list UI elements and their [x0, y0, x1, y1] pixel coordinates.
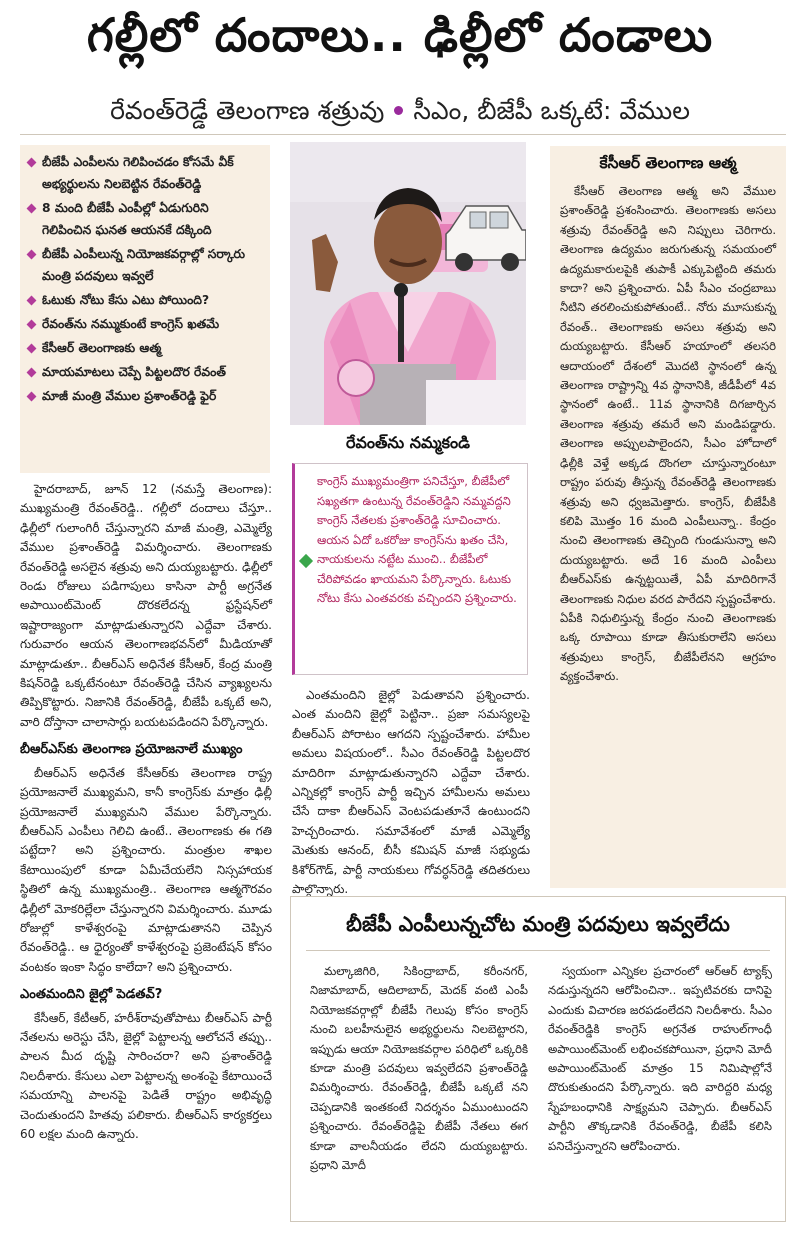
bottom-column-1: మల్కాజిగిరి, సికింద్రాబాద్, కరీంనగర్, నిజామాబాద్, ఆదిలాబాద్, మెదక్ వంటి ఎంపీ నియోజకవర్గాల్లో బీజేపీ గెలుపు కోసం కాంగ్రెస్ నుంచి బలహీనులైన అభ్యర్థులను నిలబెట్టారని, ఇప్పుడు ఆయా నియోజకవర్గాల పరిధిలో ఒక్కరికి కూడా మంత్రి పదవులు ఇవ్వలేదని ప్రశాంత్‌రెడ్డి విమర్శించారు. రేవంత్‌రెడ్డి, బీజేపీ ఒక్కటే నని చెప్పడానికి ఇంతకంటే నిదర్శనం ఏముంటుందని ప్రశ్నించారు. రేవంత్‌రెడ్డిపై బీజేపీ నేతలు ఈగ కూడా వాలనీయడం లేదని దుయ్యబట్టారు. ప్రధాని మోదీ [310, 964, 528, 1173]
subheadline [0, 96, 800, 132]
sidebar-title: కేసీఆర్ తెలంగాణ ఆత్మ [599, 154, 737, 172]
sidebar-box [550, 146, 786, 888]
bullet-dot-icon [394, 106, 403, 115]
article-paragraph: హైదరాబాద్, జూన్ 12 (నమస్తే తెలంగాణ): ముఖ్యమంత్రి రేవంత్‌రెడ్డి.. గల్లీలో దందాలు చేస్తూ.. ఢిల్లీలో గులాంగిరీ చేస్తున్నారని మాజీ మంత్రి, ఎమ్మెల్యే వేముల ప్రశాంత్‌రెడ్డి విమర్శించారు. తెలంగాణకు రేవంత్‌రెడ్డి అసలైన శత్రువు అని దుయ్యబట్టారు. ఢిల్లీలో రెండు రోజులు పడిగాపులు కాసినా పార్టీ అగ్రనేత అపాయింట్‌మెంట్ దొరకలేదన్న ఫ్రస్టేషన్‌లో ఇష్టారాజ్యంగా మాట్లాడుతున్నారని ఎద్దేవా చేశారు. గురువారం ఆయన తెలంగాణభవన్‌లో మీడియాతో మాట్లాడుతూ.. బీఆర్‌ఎస్ అధినేత కేసీఆర్, కేంద్ర మంత్రి కిషన్‌రెడ్డి ఒక్కటేనంటూ రేవంత్‌రెడ్డి చేసిన వ్యాఖ్యలను తిప్పికొట్టారు. నిజానికి రేవంత్‌రెడ్డి, బీజేపీ ఒక్కటే అని, వారి దోస్తానా చాలాసార్లు బయటపడిందని పేర్కొన్నారు. [20, 482, 272, 729]
diamond-bullet-icon [27, 296, 37, 306]
diamond-bullet-icon [27, 392, 37, 402]
article-paragraph: కేసీఆర్, కేటీఆర్, హరీశ్‌రావుతోపాటు బీఆర్‌ఎస్ పార్టీ నేతలను అరెస్టు చేసి, జైల్లో పెట్టాలన్న ఆలోచనే తప్పు.. పాలన మీద దృష్టి సారించరా? అని ప్రశాంత్‌రెడ్డి నిలదీశారు. కేసులు ఎలా పెట్టాలన్న అంశంపై కేటాయించే సమయాన్ని పాలనపై పెడితే రాష్ట్రం అభివృద్ధి చెందుతుందని హితవు పలికారు. బీఆర్‌ఎస్ కార్యకర్తలు 60 లక్షల మంది ఉన్నారు. [20, 1010, 272, 1141]
section-heading: ఎంతమందిని జైల్లో పెడతవ్? [20, 987, 163, 1003]
sidebar-body: కేసీఆర్ తెలంగాణ ఆత్మ అని వేముల ప్రశాంత్‌రెడ్డి ప్రశంసించారు. తెలంగాణకు అసలు శత్రువు రేవంత్‌రెడ్డి అని నిప్పులు చెరిగారు. తెలంగాణ ఉద్యమం జరుగుతున్న సమయంలో ఉద్యమకారులపైకి తుపాకీ ఎక్కుపెట్టింది తమరు కాదా? అని ప్రశ్నించారు. ఏపీ సీఎం చంద్రబాబు నీటిని తరలించుకుపోతుంటే.. నోరు మూసుకున్న రేవంత్.. తెలంగాణకు అసలు శత్రువు అని దుయ్యబట్టారు. కేసీఆర్ హయాంలో తలసరి ఆదాయంలో దేశంలో మొదటి స్థానంలో ఉన్న తెలంగాణ రాష్ట్రాన్ని 4వ స్థానానికి, జీడీపీలో 4వ స్థానంలో ఉంటే.. 11వ స్థానానికి దిగజార్చిన తెలంగాణ శత్రువు తమరే అని మండిపడ్డారు. తెలంగాణ అప్పులపాలైందని, సీఎం హోదాలో ఢిల్లీకి వెళ్తే అక్కడ దొంగలా చూస్తున్నారంటూ రాష్ట్రం పరువు తీస్తున్న రేవంత్‌రెడ్డి తెలంగాణకు శత్రువు అని ధ్వజమెత్తారు. కాంగ్రెస్, బీజేపీకి కలిపి మొత్తం 16 మంది ఎంపీలున్నా.. కేంద్రం నుంచి తెలంగాణకు తెచ్చింది గుండుసున్నా అని దుయ్యబట్టారు. అదే 16 మంది ఎంపీలు బీఆర్‌ఎస్‌కు ఉన్నట్టయితే, ఏపీ మాదిరిగానే తెలంగాణకు నిధుల వరద పారేదని స్పష్టంచేశారు. ఏపీకి నిధులిస్తున్న కేంద్రం నుంచి తెలంగాణకు ఒక్క రూపాయి కూడా తీసుకురాలేని అసలు శత్రువులు కాంగ్రెస్, బీజేపీలేనని ఆగ్రహం వ్యక్తంచేశారు. [560, 184, 776, 684]
article-paragraph: బీఆర్‌ఎస్ అధినేత కేసీఆర్‌కు తెలంగాణ రాష్ట్ర ప్రయోజనాలే ముఖ్యమని, కానీ కాంగ్రెస్‌కు మాత్రం ఢిల్లీ ప్రయోజనాలే ముఖ్యమని వేముల పేర్కొన్నారు. బీఆర్‌ఎస్ ఎంపీలు గెలిచి ఉంటే.. తెలంగాణకు ఈ గతి పట్టేదా? అని ప్రశ్నించారు. మంత్రుల శాఖల కేటాయింపులో కూడా ఏమీచేయలేని నిస్సహాయక స్థితిలో ఉన్న ముఖ్యమంత్రి.. తెలంగాణ ఆత్మగౌరవం ఢిల్లీలో మోకరిల్లేలా చేస్తున్నారని విమర్శించారు. మూడు రోజుల్లో కాళేశ్వరంపై మాట్లాడుతానని చెప్పిన రేవంత్‌రెడ్డి.. ఆ ధైర్యంతో కాళేశ్వరంపై ప్రజెంటేషన్ కోసం వంటకం ఇంకా సిద్ధం కాలేదా? అని ప్రశ్నించారు. [20, 765, 272, 974]
divider [20, 134, 786, 135]
section-heading: బీఆర్‌ఎస్‌కు తెలంగాణ ప్రయోజనాలే ముఖ్యం [20, 742, 243, 758]
article-column-2 [292, 686, 530, 899]
headline: గల్లీలో దందాలు.. ఢిల్లీలో దండాలు [86, 8, 714, 62]
divider [306, 950, 770, 951]
pull-quote-text: కాంగ్రెస్ ముఖ్యమంత్రిగా పనిచేస్తూ, బీజేపీలో సఖ్యతగా ఉంటున్న రేవంత్‌రెడ్డిని నమ్మవద్దని కాంగ్రెస్ నేతలకు ప్రశాంత్‌రెడ్డి సూచించారు. ఆయన ఏదో ఒకరోజు కాంగ్రెస్‌ను ఖతం చేసి, నాయకులను నట్టేట ముంచి.. బీజేపీలో చేరిపోవడం ఖాయమని పేర్కొన్నారు. ఓటుకు నోటు కేసు ఎంతవరకు వచ్చిందని ప్రశ్నించారు. [317, 474, 517, 605]
diamond-bullet-icon [27, 344, 37, 354]
article-paragraph: ఎంతమందిని జైల్లో పెడుతావని ప్రశ్నించారు. ఎంత మందిని జైల్లో పెట్టినా.. ప్రజా సమస్యలపై బీఆర్‌ఎస్ పోరాటం ఆగదని స్పష్టంచేశారు. హామీల అమలు విషయంలో.. సీఎం రేవంత్‌రెడ్డి పిట్టలదొర మాదిరిగా మాట్లాడుతున్నారని ఎద్దేవా చేశారు. ఎన్నికల్లో కాంగ్రెస్ పార్టీ ఇచ్చిన హామీలను అమలు చేసే దాకా బీఆర్‌ఎస్ వెంటపడుతూనే ఉంటుందని హెచ్చరించారు. సమావేశంలో మాజీ ఎమ్మెల్యే మెతుకు ఆనంద్, బీసీ కమిషన్ మాజీ సభ్యుడు కిశోర్‌గౌడ్, పార్టీ నాయకులు గోవర్ధన్‌రెడ్డి తదితరులు పాల్గొన్నారు. [292, 688, 530, 897]
highlight-item: ఓటుకు నోటు కేసు ఎటు పోయింది? [28, 289, 262, 311]
diamond-bullet-icon [27, 320, 37, 330]
bottom-column-2: స్వయంగా ఎన్నికల ప్రచారంలో ఆర్‌ఆర్ ట్యాక్స్ నడుస్తున్నదని ఆరోపించినా.. ఇప్పటివరకు దానిపై ఎందుకు విచారణ జరపడంలేదని నిలదీశారు. సీఎం రేవంత్‌రెడ్డికి కాంగ్రెస్ అగ్రనేత రాహుల్‌గాంధీ అపాయింట్‌మెంట్ లభించకపోయినా, ప్రధాని మోదీ అపాయింట్‌మెంట్ మాత్రం 15 నిమిషాల్లోనే దొరుకుతుందని పేర్కొన్నారు. ఇది వారిద్దరి మధ్య స్నేహబంధానికి సాక్ష్యమని చెప్పారు. బీఆర్‌ఎస్ పార్టీని తొక్కడానికి రేవంత్‌రెడ్డి, బీజేపీ కలిసి పనిచేస్తున్నారని ఆరోపించారు. [548, 964, 772, 1153]
highlight-item: 8 మంది బీజేపీ ఎంపీల్లో ఏడుగురిని గెలిపించిన ఘనత ఆయనకే దక్కింది [28, 197, 262, 241]
highlight-item: మాయమాటలు చెప్పే పిట్టలదొర రేవంత్ [28, 361, 262, 383]
highlights-box [20, 145, 270, 473]
pull-quote [292, 463, 528, 675]
speaker-photo [290, 142, 526, 425]
article-column-1 [20, 480, 272, 1144]
highlight-item: బీజేపీ ఎంపీలను గెలిపించడం కోసమే వీక్ అభ్యర్థులను నిలబెట్టిన రేవంత్‌రెడ్డి [28, 151, 262, 195]
diamond-bullet-icon [27, 368, 37, 378]
diamond-bullet-icon [27, 250, 37, 260]
diamond-quote-icon [299, 554, 313, 568]
highlight-item: మాజీ మంత్రి వేముల ప్రశాంత్‌రెడ్డి ఫైర్ [28, 385, 262, 407]
photo-caption: రేవంత్‌ను నమ్మకండి [346, 433, 470, 452]
subhead-left: రేవంత్‌రెడ్డే తెలంగాణ శత్రువు [110, 96, 385, 125]
subhead-right: సీఎం, బీజేపీ ఒక్కటే: వేముల [413, 96, 690, 125]
highlight-item: బీజేపీ ఎంపీలున్న నియోజకవర్గాల్లో సర్కారు మంత్రి పదవులు ఇవ్వలే [28, 243, 262, 287]
bottom-box-title: బీజేపీ ఎంపీలున్నచోట మంత్రి పదవులు ఇవ్వలేదు [346, 912, 730, 936]
diamond-bullet-icon [27, 204, 37, 214]
highlight-item: కేసీఆర్ తెలంగాణకు ఆత్మ [28, 337, 262, 359]
diamond-bullet-icon [27, 158, 37, 168]
highlight-item: రేవంత్‌ను నమ్ముకుంటే కాంగ్రెస్ ఖతమే [28, 313, 262, 335]
speaker-illustration [290, 142, 526, 425]
